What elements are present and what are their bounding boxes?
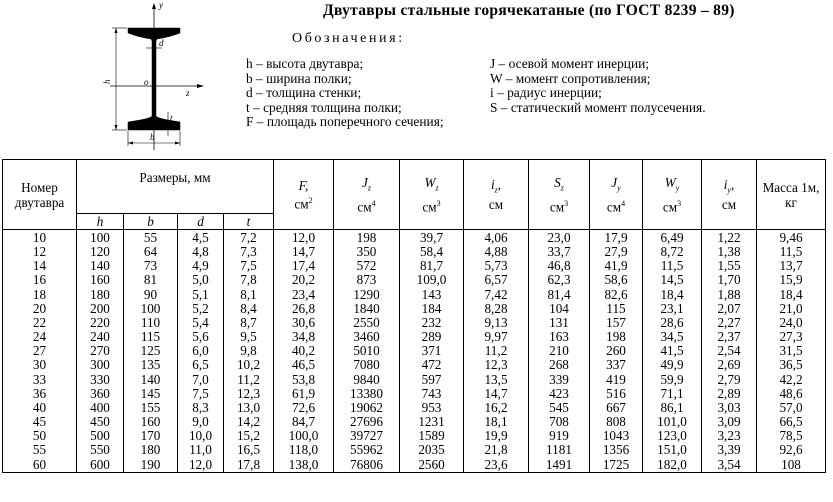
table-cell: 210: [529, 344, 590, 358]
table-cell: 14,5: [643, 273, 702, 287]
table-cell: 155: [124, 401, 178, 415]
table-cell: 7080: [334, 358, 400, 372]
table-cell: 371: [400, 344, 464, 358]
table-cell: 5,2: [178, 302, 224, 316]
table-cell: 46,8: [529, 259, 590, 273]
table-cell: 21,8: [464, 443, 529, 457]
table-cell: 9,0: [178, 415, 224, 429]
table-cell: 270: [77, 344, 124, 358]
table-cell: 198: [334, 230, 400, 246]
table-cell: 131: [529, 316, 590, 330]
table-cell: 21,0: [757, 302, 826, 316]
table-cell: 81,4: [529, 288, 590, 302]
table-cell: 53,8: [274, 373, 334, 387]
table-cell: 27: [3, 344, 77, 358]
table-cell: 23,4: [274, 288, 334, 302]
table-cell: 1,22: [702, 230, 757, 246]
diagram-label-z: z: [186, 88, 190, 98]
table-cell: 62,3: [529, 273, 590, 287]
table-cell: 11,2: [224, 373, 274, 387]
table-cell: 10: [3, 230, 77, 246]
table-cell: 6,57: [464, 273, 529, 287]
table-cell: 76806: [334, 458, 400, 473]
table-cell: 330: [77, 373, 124, 387]
diagram-label-o: o: [144, 77, 149, 87]
table-cell: 108: [757, 458, 826, 473]
table-cell: 7,8: [224, 273, 274, 287]
table-cell: 12,3: [464, 358, 529, 372]
definitions-left: [246, 57, 444, 130]
table-cell: 12,0: [274, 230, 334, 246]
table-cell: 350: [334, 245, 400, 259]
table-cell: 1356: [590, 443, 643, 457]
table-cell: 160: [77, 273, 124, 287]
definition-w: W – момент сопротивления;: [490, 70, 651, 86]
table-row: [3, 373, 826, 387]
table-cell: 157: [590, 316, 643, 330]
table-cell: 34,5: [643, 330, 702, 344]
diagram-label-y: y: [159, 0, 163, 10]
table-cell: 13,7: [757, 259, 826, 273]
header-jz: $J_z$ $см^4$: [334, 160, 400, 230]
table-cell: 1043: [590, 429, 643, 443]
header-jy: $J_y$ $см^4$: [590, 160, 643, 230]
table-cell: 260: [590, 344, 643, 358]
table-cell: 7,5: [224, 259, 274, 273]
table-cell: 8,3: [178, 401, 224, 415]
table-cell: 180: [124, 443, 178, 457]
table-cell: 198: [590, 330, 643, 344]
table-cell: 2560: [400, 458, 464, 473]
definition-f: F – площадь поперечного сечения;: [246, 114, 444, 130]
table-cell: 23,1: [643, 302, 702, 316]
table-cell: 110: [124, 316, 178, 330]
table-cell: 500: [77, 429, 124, 443]
table-cell: 18,4: [643, 288, 702, 302]
table-cell: 48,6: [757, 387, 826, 401]
table-cell: 7,2: [224, 230, 274, 246]
table-cell: 289: [400, 330, 464, 344]
table-row: [3, 330, 826, 344]
table-row: [3, 316, 826, 330]
table-cell: 1,38: [702, 245, 757, 259]
header-sz: $S_z$ $см^3$: [529, 160, 590, 230]
table-cell: 5,73: [464, 259, 529, 273]
table-cell: 2,79: [702, 373, 757, 387]
table-cell: 3,03: [702, 401, 757, 415]
table-cell: 7,5: [178, 387, 224, 401]
ibeam-table: [2, 159, 826, 473]
table-cell: 419: [590, 373, 643, 387]
table-cell: 60: [3, 458, 77, 473]
table-cell: 19,9: [464, 429, 529, 443]
table-cell: 31,5: [757, 344, 826, 358]
table-cell: 667: [590, 401, 643, 415]
table-row: [3, 401, 826, 415]
definition-h: h – высота двутавра;: [246, 56, 364, 71]
table-cell: 5,6: [178, 330, 224, 344]
table-cell: 9840: [334, 373, 400, 387]
table-cell: 3,23: [702, 429, 757, 443]
table-cell: 143: [400, 288, 464, 302]
definition-s: S – статический момент полусечения.: [490, 99, 706, 115]
table-cell: 545: [529, 401, 590, 415]
table-cell: 4,88: [464, 245, 529, 259]
header-d: d: [178, 214, 224, 230]
table-cell: 27,3: [757, 330, 826, 344]
table-cell: 104: [529, 302, 590, 316]
table-cell: 232: [400, 316, 464, 330]
table-cell: 84,7: [274, 415, 334, 429]
table-cell: 2,07: [702, 302, 757, 316]
table-cell: 28,6: [643, 316, 702, 330]
table-cell: 36,5: [757, 358, 826, 372]
table-row: [3, 230, 826, 246]
table-cell: 1,70: [702, 273, 757, 287]
table-cell: 57,0: [757, 401, 826, 415]
table-cell: 59,9: [643, 373, 702, 387]
table-cell: 11,0: [178, 443, 224, 457]
table-cell: 18,4: [757, 288, 826, 302]
table-cell: 101,0: [643, 415, 702, 429]
table-cell: 5,4: [178, 316, 224, 330]
header-number: Номер двутавра: [3, 160, 77, 230]
table-cell: 30,6: [274, 316, 334, 330]
table-cell: 26,8: [274, 302, 334, 316]
table-cell: 9,5: [224, 330, 274, 344]
table-cell: 81,7: [400, 259, 464, 273]
table-cell: 182,0: [643, 458, 702, 473]
table-cell: 516: [590, 387, 643, 401]
header-sizes: Размеры, мм: [77, 160, 274, 214]
table-cell: 30: [3, 358, 77, 372]
table-cell: 190: [124, 458, 178, 473]
table-cell: 1,55: [702, 259, 757, 273]
table-cell: 11,5: [643, 259, 702, 273]
table-cell: 4,8: [178, 245, 224, 259]
table-cell: 9,46: [757, 230, 826, 246]
table-cell: 16,5: [224, 443, 274, 457]
table-cell: 600: [77, 458, 124, 473]
table-cell: 17,4: [274, 259, 334, 273]
table-row: [3, 273, 826, 287]
table-cell: 58,6: [590, 273, 643, 287]
table-cell: 919: [529, 429, 590, 443]
table-cell: 14,7: [464, 387, 529, 401]
table-cell: 13,0: [224, 401, 274, 415]
table-cell: 12,0: [178, 458, 224, 473]
table-cell: 14,7: [274, 245, 334, 259]
table-cell: 120: [77, 245, 124, 259]
table-cell: 7,0: [178, 373, 224, 387]
header-b: b: [124, 214, 178, 230]
table-cell: 7,42: [464, 288, 529, 302]
table-cell: 2,69: [702, 358, 757, 372]
table-cell: 268: [529, 358, 590, 372]
header-wz: $W_z$ $см^3$: [400, 160, 464, 230]
table-cell: 220: [77, 316, 124, 330]
table-cell: 5,0: [178, 273, 224, 287]
table-cell: 72,6: [274, 401, 334, 415]
table-cell: 46,5: [274, 358, 334, 372]
table-cell: 109,0: [400, 273, 464, 287]
table-cell: 1231: [400, 415, 464, 429]
table-cell: 2,37: [702, 330, 757, 344]
table-cell: 163: [529, 330, 590, 344]
table-cell: 13,5: [464, 373, 529, 387]
table-cell: 572: [334, 259, 400, 273]
table-cell: 73: [124, 259, 178, 273]
table-cell: 240: [77, 330, 124, 344]
table-cell: 64: [124, 245, 178, 259]
table-cell: 743: [400, 387, 464, 401]
table-cell: 9,13: [464, 316, 529, 330]
table-cell: 360: [77, 387, 124, 401]
table-cell: 1725: [590, 458, 643, 473]
table-cell: 300: [77, 358, 124, 372]
table-cell: 50: [3, 429, 77, 443]
header-wy: $W_y$ $см^3$: [643, 160, 702, 230]
table-cell: 71,1: [643, 387, 702, 401]
definition-i: i – радиус инерции;: [490, 85, 602, 101]
table-cell: 45: [3, 415, 77, 429]
table-cell: 2550: [334, 316, 400, 330]
table-cell: 138,0: [274, 458, 334, 473]
designations-heading: Обозначения:: [292, 31, 405, 46]
table-cell: 2,89: [702, 387, 757, 401]
table-cell: 145: [124, 387, 178, 401]
diagram-label-d: d: [159, 38, 164, 48]
table-cell: 450: [77, 415, 124, 429]
table-cell: 9,8: [224, 344, 274, 358]
table-cell: 2,54: [702, 344, 757, 358]
table-cell: 8,28: [464, 302, 529, 316]
table-row: [3, 415, 826, 429]
diagram-label-b: b: [150, 132, 155, 142]
table-cell: 6,0: [178, 344, 224, 358]
table-cell: 14: [3, 259, 77, 273]
table-cell: 118,0: [274, 443, 334, 457]
table-cell: 180: [77, 288, 124, 302]
header-iy: $i_y$, см: [702, 160, 757, 230]
table-cell: 8,72: [643, 245, 702, 259]
table-cell: 34,8: [274, 330, 334, 344]
table-cell: 184: [400, 302, 464, 316]
table-row: [3, 245, 826, 259]
table-cell: 1491: [529, 458, 590, 473]
table-cell: 5,1: [178, 288, 224, 302]
table-cell: 597: [400, 373, 464, 387]
table-cell: 1181: [529, 443, 590, 457]
i-beam-section-diagram: [0, 0, 230, 158]
table-cell: 3,09: [702, 415, 757, 429]
table-cell: 33: [3, 373, 77, 387]
table-cell: 61,9: [274, 387, 334, 401]
table-cell: 40,2: [274, 344, 334, 358]
table-cell: 3,39: [702, 443, 757, 457]
definition-t: t – средняя толщина полки;: [246, 99, 402, 115]
table-cell: 39727: [334, 429, 400, 443]
table-cell: 92,6: [757, 443, 826, 457]
table-cell: 423: [529, 387, 590, 401]
table-cell: 78,5: [757, 429, 826, 443]
table-cell: 170: [124, 429, 178, 443]
table-cell: 16,2: [464, 401, 529, 415]
table-cell: 41,9: [590, 259, 643, 273]
table-cell: 33,7: [529, 245, 590, 259]
table-cell: 20,2: [274, 273, 334, 287]
table-cell: 17,8: [224, 458, 274, 473]
table-cell: 160: [124, 415, 178, 429]
table-cell: 41,5: [643, 344, 702, 358]
table-cell: 10,2: [224, 358, 274, 372]
table-cell: 36: [3, 387, 77, 401]
header-f: F, $см^2$: [274, 160, 334, 230]
table-cell: 115: [124, 330, 178, 344]
table-cell: 18,1: [464, 415, 529, 429]
table-cell: 10,0: [178, 429, 224, 443]
table-row: [3, 302, 826, 316]
definitions-right: [490, 57, 706, 115]
table-cell: 1,88: [702, 288, 757, 302]
table-cell: 472: [400, 358, 464, 372]
table-cell: 6,5: [178, 358, 224, 372]
definition-j: J – осевой момент инерции;: [490, 56, 650, 71]
table-row: [3, 259, 826, 273]
diagram-label-t: t: [170, 113, 173, 123]
table-cell: 27696: [334, 415, 400, 429]
table-cell: 4,5: [178, 230, 224, 246]
table-cell: 400: [77, 401, 124, 415]
table-cell: 20: [3, 302, 77, 316]
table-cell: 9,97: [464, 330, 529, 344]
table-cell: 15,2: [224, 429, 274, 443]
table-cell: 140: [77, 259, 124, 273]
table-cell: 39,7: [400, 230, 464, 246]
table-cell: 8,7: [224, 316, 274, 330]
header-iz: $i_z$, см: [464, 160, 529, 230]
header-h: h: [77, 214, 124, 230]
table-cell: 49,9: [643, 358, 702, 372]
table-cell: 15,9: [757, 273, 826, 287]
table-cell: 58,4: [400, 245, 464, 259]
table-cell: 55962: [334, 443, 400, 457]
table-cell: 550: [77, 443, 124, 457]
definition-d: d – толщина стенки;: [246, 85, 362, 101]
table-row: [3, 429, 826, 443]
table-row: [3, 443, 826, 457]
table-cell: 55: [124, 230, 178, 246]
table-cell: 23,0: [529, 230, 590, 246]
table-cell: 151,0: [643, 443, 702, 457]
table-cell: 14,2: [224, 415, 274, 429]
table-cell: 23,6: [464, 458, 529, 473]
table-cell: 100: [77, 230, 124, 246]
table-cell: 19062: [334, 401, 400, 415]
table-cell: 24,0: [757, 316, 826, 330]
table-cell: 123,0: [643, 429, 702, 443]
table-cell: 11,5: [757, 245, 826, 259]
table-cell: 8,4: [224, 302, 274, 316]
table-cell: 27,9: [590, 245, 643, 259]
table-cell: 100,0: [274, 429, 334, 443]
table-cell: 42,2: [757, 373, 826, 387]
table-cell: 90: [124, 288, 178, 302]
table-cell: 11,2: [464, 344, 529, 358]
table-cell: 7,3: [224, 245, 274, 259]
table-cell: 2035: [400, 443, 464, 457]
table-cell: 200: [77, 302, 124, 316]
table-row: [3, 458, 826, 473]
table-cell: 17,9: [590, 230, 643, 246]
table-cell: 81: [124, 273, 178, 287]
definition-b: b – ширина полки;: [246, 70, 352, 86]
table-cell: 16: [3, 273, 77, 287]
table-cell: 125: [124, 344, 178, 358]
table-cell: 1589: [400, 429, 464, 443]
table-cell: 4,06: [464, 230, 529, 246]
table-cell: 337: [590, 358, 643, 372]
table-cell: 115: [590, 302, 643, 316]
table-cell: 873: [334, 273, 400, 287]
table-cell: 135: [124, 358, 178, 372]
table-cell: 808: [590, 415, 643, 429]
table-row: [3, 358, 826, 372]
header-mass: Масса 1м, кг: [757, 160, 826, 230]
table-cell: 13380: [334, 387, 400, 401]
table-cell: 12: [3, 245, 77, 259]
header-t: t: [224, 214, 274, 230]
table-cell: 708: [529, 415, 590, 429]
table-cell: 18: [3, 288, 77, 302]
table-cell: 86,1: [643, 401, 702, 415]
table-cell: 82,6: [590, 288, 643, 302]
table-cell: 6,49: [643, 230, 702, 246]
table-cell: 953: [400, 401, 464, 415]
table-cell: 1840: [334, 302, 400, 316]
table-cell: 339: [529, 373, 590, 387]
table-body: [3, 230, 826, 473]
table-cell: 55: [3, 443, 77, 457]
table-cell: 1290: [334, 288, 400, 302]
table-cell: 8,1: [224, 288, 274, 302]
page-title: Двутавры стальные горячекатаные (по ГОСТ 8239 – 89): [323, 2, 735, 19]
table-cell: 4,9: [178, 259, 224, 273]
diagram-label-h: h: [102, 79, 112, 84]
table-cell: 2,27: [702, 316, 757, 330]
table-cell: 22: [3, 316, 77, 330]
table-cell: 66,5: [757, 415, 826, 429]
table-cell: 3460: [334, 330, 400, 344]
table-row: [3, 288, 826, 302]
table-cell: 140: [124, 373, 178, 387]
table-row: [3, 344, 826, 358]
table-cell: 100: [124, 302, 178, 316]
table-row: [3, 387, 826, 401]
table-cell: 3,54: [702, 458, 757, 473]
table-cell: 24: [3, 330, 77, 344]
table-cell: 12,3: [224, 387, 274, 401]
table-cell: 5010: [334, 344, 400, 358]
table-cell: 40: [3, 401, 77, 415]
